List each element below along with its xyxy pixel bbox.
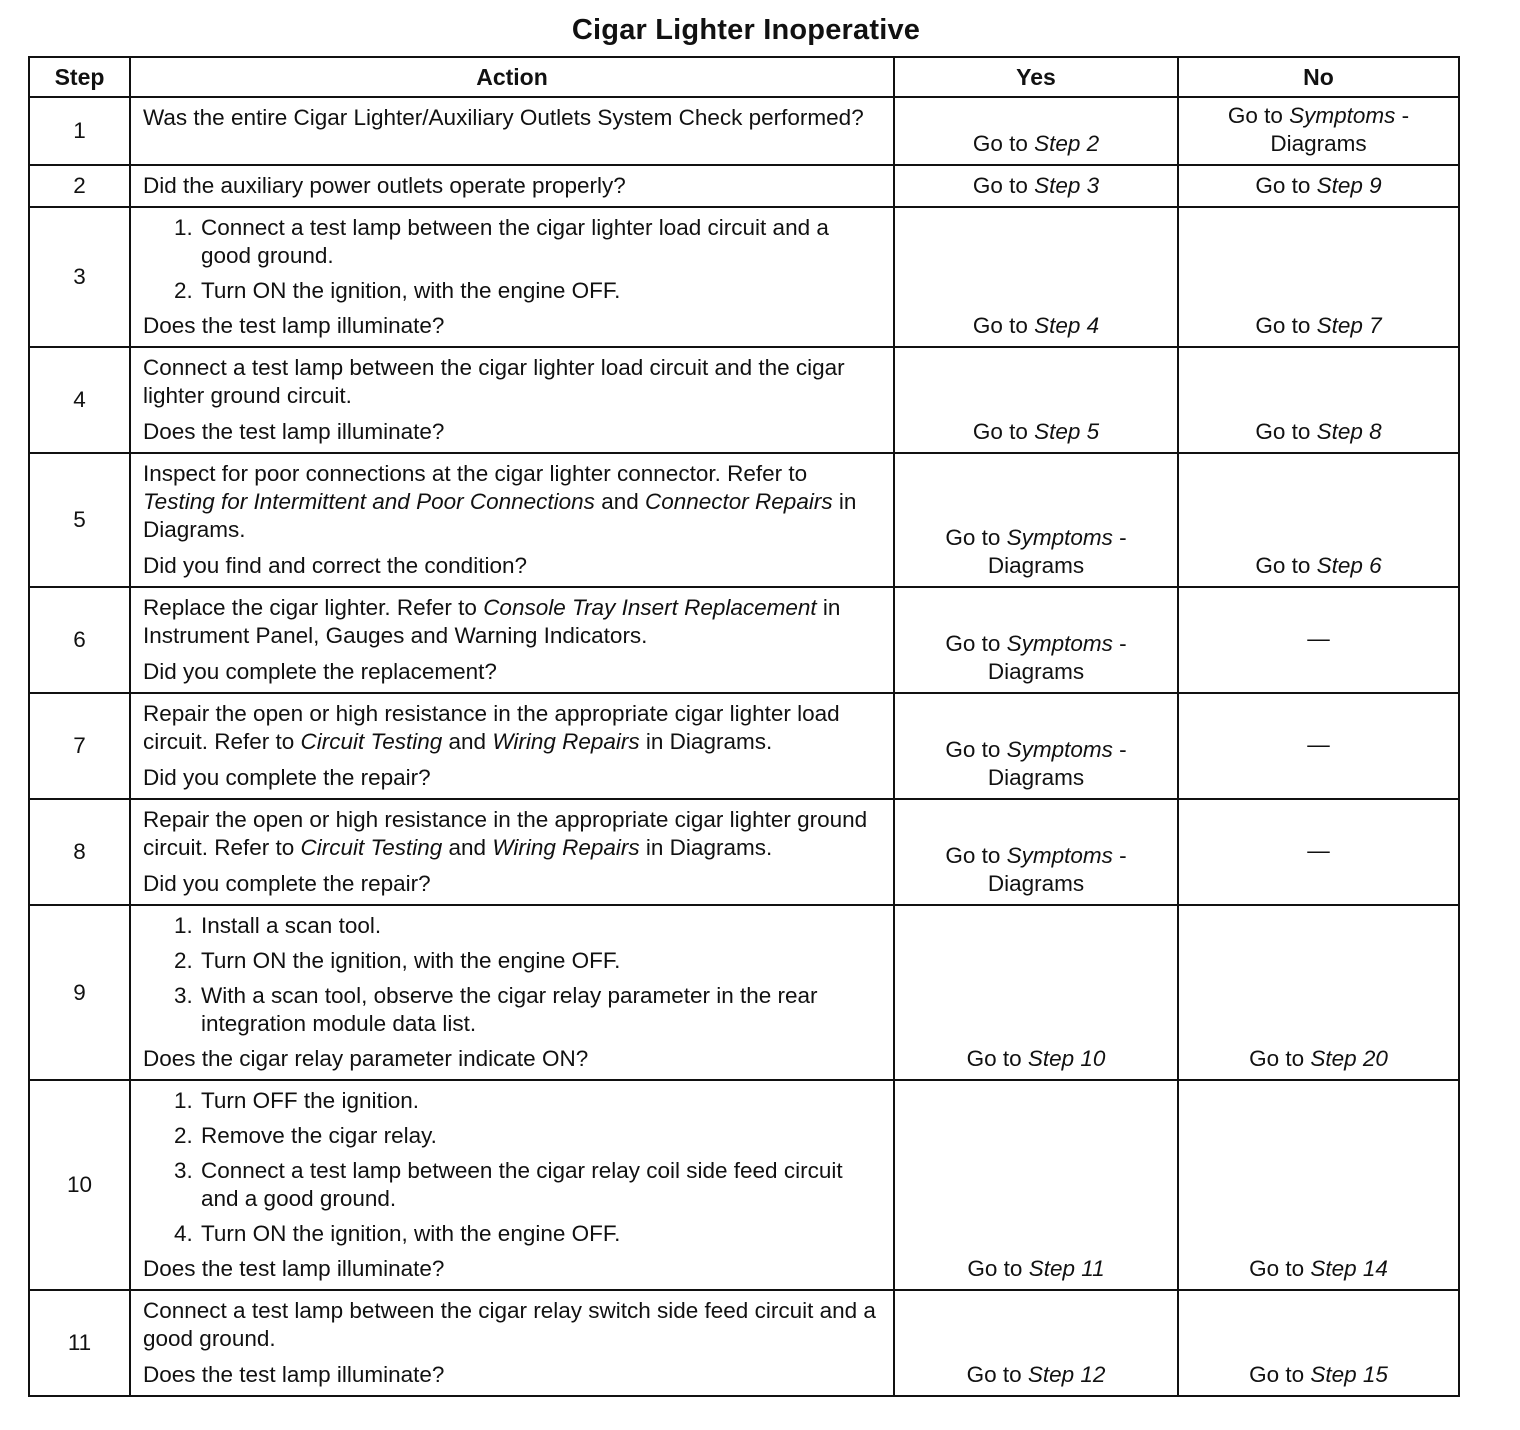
yes-result-run: Go to	[972, 313, 1035, 338]
action-text-run: Connect a test lamp between the cigar relay switch side feed circuit and a good ground.	[143, 1298, 876, 1351]
no-result-run: - Diagrams	[1270, 103, 1410, 156]
yes-result	[894, 207, 1178, 347]
action-text-run: and	[442, 729, 493, 754]
action-text-run: and	[442, 835, 493, 860]
action-steps-list	[143, 214, 883, 305]
list-item: 3. Connect a test lamp between the cigar relay coil side feed circuit and a good ground.	[199, 1157, 883, 1213]
yes-result-run: Step 5	[1034, 419, 1100, 444]
action-steps-list	[143, 912, 883, 1038]
no-result	[1178, 905, 1459, 1080]
yes-result	[894, 347, 1178, 453]
yes-result-run: Go to	[972, 173, 1035, 198]
table-row	[29, 799, 1459, 905]
no-result-run: Step 7	[1316, 313, 1382, 338]
no-result-run: Go to	[1249, 1362, 1311, 1387]
yes-result-run: Go to	[966, 1046, 1028, 1071]
yes-result-run: Step 3	[1034, 173, 1100, 198]
yes-result	[894, 1290, 1178, 1396]
yes-result-run: Go to	[945, 843, 1007, 868]
no-result	[1178, 799, 1459, 905]
action-text-run: Repair the open or high resistance in the appropriate cigar lighter load circuit. Refer to	[143, 701, 840, 754]
yes-result-run: Step 4	[1034, 313, 1100, 338]
yes-result-run: Step 2	[1034, 131, 1100, 156]
action-text-run: in Diagrams.	[639, 729, 773, 754]
action-text	[143, 806, 883, 862]
header-row	[29, 57, 1459, 97]
step-number: 9	[29, 905, 130, 1080]
action-question: Did you complete the replacement?	[143, 659, 497, 684]
no-result-run: Step 20	[1310, 1046, 1388, 1071]
no-result	[1178, 207, 1459, 347]
no-result-run: Go to	[1249, 1046, 1311, 1071]
table-row	[29, 97, 1459, 165]
list-item: 3. With a scan tool, observe the cigar relay parameter in the rear integration module data list.	[199, 982, 883, 1038]
yes-result-run: Symptoms	[1006, 737, 1113, 762]
table-row	[29, 1290, 1459, 1396]
action-text-run: and	[594, 489, 645, 514]
no-result	[1178, 1080, 1459, 1290]
action-text-run: Connect a test lamp between the cigar lighter load circuit and the cigar lighter ground circuit.	[143, 355, 845, 408]
yes-result-run: Symptoms	[1006, 843, 1113, 868]
action-question: Does the cigar relay parameter indicate ON?	[143, 1046, 589, 1071]
step-number: 10	[29, 1080, 130, 1290]
table-row	[29, 207, 1459, 347]
step-number: 11	[29, 1290, 130, 1396]
action-text-run: Console Tray Insert Replacement	[483, 595, 817, 620]
header-step: Step	[29, 57, 130, 97]
no-result	[1178, 97, 1459, 165]
action-text	[143, 460, 883, 544]
yes-result-run: Go to	[945, 525, 1007, 550]
yes-result-run: Go to	[945, 737, 1007, 762]
action-text	[143, 1297, 883, 1353]
no-result-run: Step 15	[1310, 1362, 1388, 1387]
action-text-run: Inspect for poor connections at the cigar lighter connector. Refer to	[143, 461, 808, 486]
action-question: Does the test lamp illuminate?	[143, 419, 445, 444]
header-no: No	[1178, 57, 1459, 97]
action-text-run: in Instrument Panel, Gauges and Warning Indicators.	[143, 595, 841, 648]
header-yes: Yes	[894, 57, 1178, 97]
action-text-run: Testing for Intermittent and Poor Connections	[143, 489, 595, 514]
action-text-run: Circuit Testing	[300, 729, 443, 754]
table-row	[29, 905, 1459, 1080]
action-text-run: in Diagrams.	[143, 489, 857, 542]
no-result-run: Go to	[1255, 313, 1317, 338]
table-row	[29, 587, 1459, 693]
yes-result-run: Symptoms	[1006, 631, 1113, 656]
step-number: 6	[29, 587, 130, 693]
yes-result	[894, 799, 1178, 905]
action-text-run: Repair the open or high resistance in the appropriate cigar lighter ground circuit. Refer to	[143, 807, 868, 860]
no-result-run: —	[1307, 838, 1330, 863]
yes-result	[894, 165, 1178, 207]
no-result	[1178, 1290, 1459, 1396]
no-result	[1178, 587, 1459, 693]
yes-result-run: Step 11	[1028, 1256, 1105, 1281]
yes-result	[894, 587, 1178, 693]
yes-result	[894, 693, 1178, 799]
list-item: 2. Turn ON the ignition, with the engine OFF.	[199, 947, 883, 975]
no-result	[1178, 165, 1459, 207]
list-item: 1. Connect a test lamp between the cigar lighter load circuit and a good ground.	[199, 214, 883, 270]
action-text-run: Wiring Repairs	[492, 729, 640, 754]
action-question: Did you find and correct the condition?	[143, 553, 527, 578]
table-row	[29, 165, 1459, 207]
list-item: 1. Turn OFF the ignition.	[199, 1087, 883, 1115]
no-result-run: Symptoms	[1289, 103, 1396, 128]
action-cell	[130, 693, 894, 799]
action-text-run: in Diagrams.	[639, 835, 773, 860]
yes-result-run: Go to	[966, 1362, 1028, 1387]
diagnostic-table	[28, 56, 1460, 1397]
yes-result-run: Go to	[972, 131, 1035, 156]
action-question: Does the test lamp illuminate?	[143, 313, 445, 338]
action-question: Did you complete the repair?	[143, 871, 431, 896]
action-question: Does the test lamp illuminate?	[143, 1362, 445, 1387]
no-result-run: Go to	[1249, 1256, 1311, 1281]
action-text-run: Connector Repairs	[644, 489, 833, 514]
list-item: 4. Turn ON the ignition, with the engine OFF.	[199, 1220, 883, 1248]
table-row	[29, 347, 1459, 453]
no-result-run: Go to	[1227, 103, 1290, 128]
action-text	[143, 354, 883, 410]
step-number: 1	[29, 97, 130, 165]
action-steps-list	[143, 1087, 883, 1248]
action-text-run: Wiring Repairs	[492, 835, 640, 860]
yes-result-run: - Diagrams	[987, 843, 1127, 896]
step-number: 5	[29, 453, 130, 587]
list-item: 2. Turn ON the ignition, with the engine OFF.	[199, 277, 883, 305]
action-text	[143, 700, 883, 756]
yes-result	[894, 905, 1178, 1080]
header-action: Action	[130, 57, 894, 97]
no-result-run: —	[1307, 626, 1330, 651]
action-text	[143, 104, 883, 132]
action-text	[143, 594, 883, 650]
no-result	[1178, 453, 1459, 587]
no-result-run: Step 14	[1310, 1256, 1388, 1281]
no-result-run: Go to	[1255, 553, 1317, 578]
yes-result-run: Symptoms	[1006, 525, 1113, 550]
no-result-run: Go to	[1255, 173, 1317, 198]
yes-result-run: Step 10	[1027, 1046, 1106, 1071]
no-result-run: Go to	[1255, 419, 1317, 444]
table-row	[29, 693, 1459, 799]
action-cell	[130, 165, 894, 207]
no-result	[1178, 347, 1459, 453]
action-text	[143, 172, 883, 200]
table-row	[29, 1080, 1459, 1290]
step-number: 7	[29, 693, 130, 799]
step-number: 4	[29, 347, 130, 453]
yes-result-run: - Diagrams	[987, 631, 1127, 684]
yes-result	[894, 97, 1178, 165]
step-number: 8	[29, 799, 130, 905]
step-number: 3	[29, 207, 130, 347]
action-cell	[130, 1080, 894, 1290]
yes-result-run: Go to	[967, 1256, 1029, 1281]
list-item: 2. Remove the cigar relay.	[199, 1122, 883, 1150]
action-cell	[130, 347, 894, 453]
yes-result-run: - Diagrams	[987, 737, 1127, 790]
yes-result	[894, 1080, 1178, 1290]
action-text-run: Circuit Testing	[300, 835, 443, 860]
no-result-run: Step 8	[1316, 419, 1382, 444]
list-item: 1. Install a scan tool.	[199, 912, 883, 940]
action-text-run: Was the entire Cigar Lighter/Auxiliary Outlets System Check performed?	[143, 105, 864, 130]
action-cell	[130, 1290, 894, 1396]
action-text-run: Replace the cigar lighter. Refer to	[143, 595, 484, 620]
no-result-run: Step 6	[1316, 553, 1382, 578]
yes-result-run: Go to	[972, 419, 1035, 444]
action-cell	[130, 905, 894, 1080]
action-question: Did you complete the repair?	[143, 765, 431, 790]
action-question: Does the test lamp illuminate?	[143, 1256, 445, 1281]
yes-result-run: Go to	[945, 631, 1007, 656]
action-cell	[130, 207, 894, 347]
action-cell	[130, 97, 894, 165]
yes-result-run: - Diagrams	[987, 525, 1127, 578]
no-result-run: —	[1307, 732, 1330, 757]
no-result	[1178, 693, 1459, 799]
action-cell	[130, 799, 894, 905]
step-number: 2	[29, 165, 130, 207]
no-result-run: Step 9	[1316, 173, 1382, 198]
table-row	[29, 453, 1459, 587]
action-text-run: Did the auxiliary power outlets operate properly?	[143, 173, 626, 198]
table-body	[29, 97, 1459, 1396]
page-title: Cigar Lighter Inoperative	[571, 14, 921, 46]
action-cell	[130, 453, 894, 587]
yes-result-run: Step 12	[1027, 1362, 1106, 1387]
action-cell	[130, 587, 894, 693]
yes-result	[894, 453, 1178, 587]
